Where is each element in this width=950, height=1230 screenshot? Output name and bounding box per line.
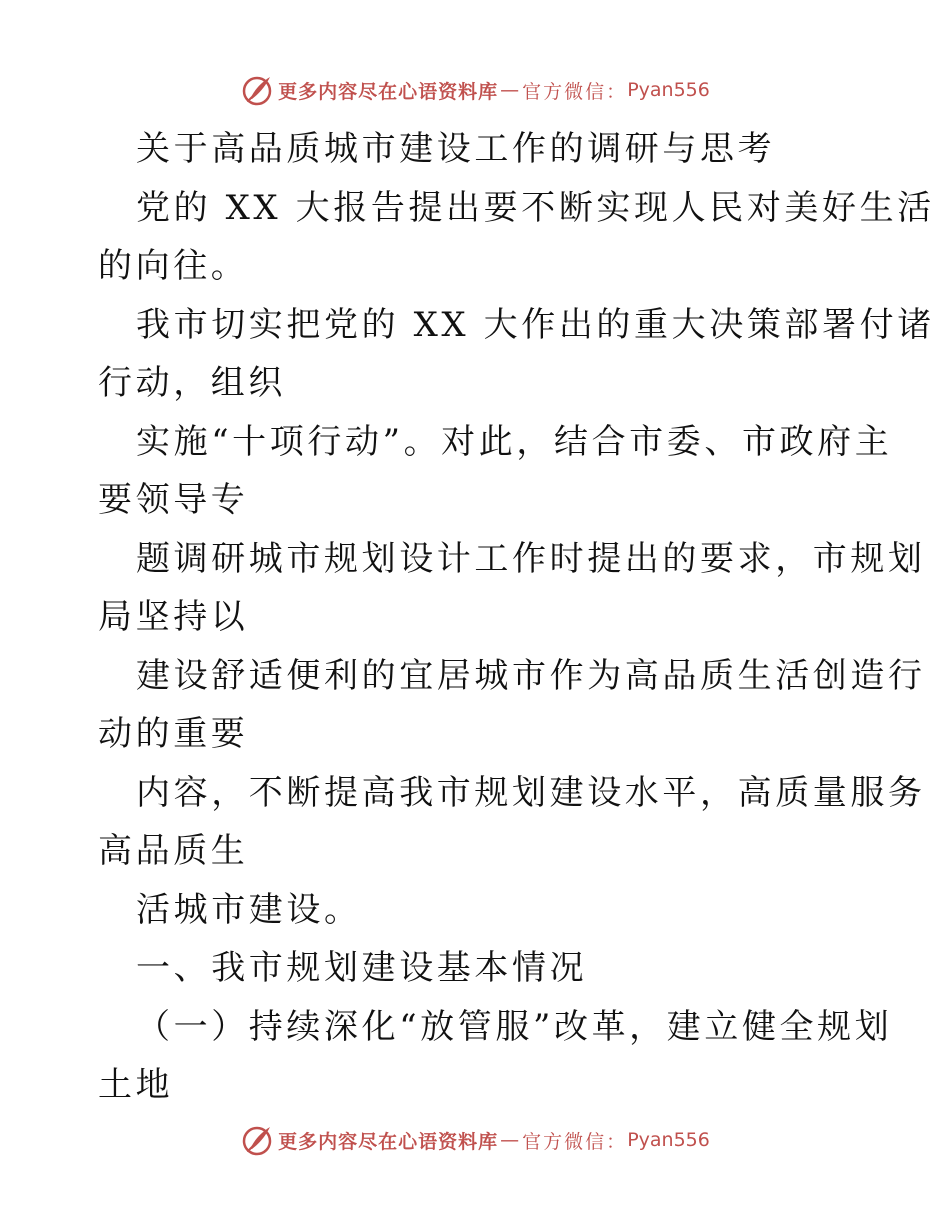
text-line: 高品质生 — [98, 831, 249, 871]
text-line: 的向往。 — [98, 246, 249, 286]
text-line: 行动，组织 — [98, 363, 286, 403]
text-line: 一、我市规划建设基本情况 — [136, 948, 588, 988]
watermark-site-text: 更多内容尽在心语资料库 — [278, 1130, 499, 1153]
watermark-wechat-id: Pyan556 — [627, 79, 710, 101]
text-line: （一）持续深化“放管服”改革，建立健全规划 — [136, 1006, 893, 1047]
watermark-site-text: 更多内容尽在心语资料库 — [278, 80, 499, 103]
text-line: 局坚持以 — [98, 597, 249, 637]
watermark-wechat-label: 官方微信： — [522, 80, 628, 103]
text-line: 题调研城市规划设计工作时提出的要求，市规划 — [136, 538, 926, 579]
watermark-wechat-label: 官方微信： — [522, 1130, 628, 1153]
text-line: 内容，不断提高我市规划建设水平，高质量服务 — [136, 772, 926, 813]
text-line: 建设舒适便利的宜居城市作为高品质生活创造行 — [136, 655, 926, 696]
footer-watermark — [0, 1120, 950, 1160]
watermark-wechat-id: Pyan556 — [627, 1129, 710, 1151]
text-line: 活城市建设。 — [136, 889, 362, 930]
text-line: 关于高品质城市建设工作的调研与思考 — [136, 129, 776, 169]
text-line: 实施“十项行动”。对此，结合市委、市政府主 — [136, 421, 893, 462]
document-body — [98, 120, 935, 1115]
feather-pen-logo-icon — [240, 73, 274, 107]
text-line: 要领导专 — [98, 480, 249, 520]
feather-pen-logo-icon — [240, 1123, 274, 1157]
watermark-separator: — — [500, 79, 521, 101]
header-watermark — [0, 70, 950, 110]
text-line: 土地 — [98, 1065, 174, 1105]
text-line: 我市切实把党的 XX 大作出的重大决策部署付诸 — [136, 304, 935, 345]
watermark-separator: — — [500, 1129, 521, 1151]
text-line: 动的重要 — [98, 714, 249, 754]
text-line: 党的 XX 大报告提出要不断实现人民对美好生活 — [136, 187, 935, 228]
